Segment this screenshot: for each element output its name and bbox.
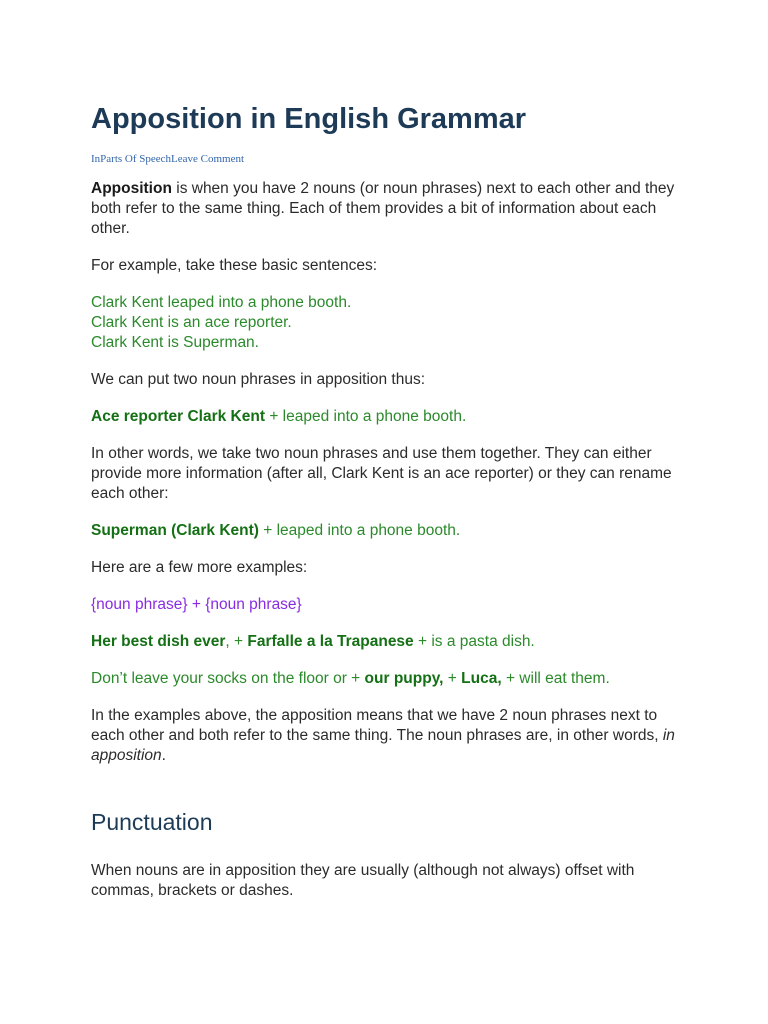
example-4-start: Don’t leave your socks on the floor or + bbox=[91, 670, 365, 687]
example-4-bold-1: our puppy, bbox=[364, 670, 444, 687]
example-3-sep: , + bbox=[225, 633, 248, 650]
example-3-rest: + is a pasta dish. bbox=[413, 633, 535, 650]
example-4-sep: + bbox=[443, 670, 462, 687]
example-lead: For example, take these basic sentences: bbox=[91, 257, 378, 274]
example-3-bold-2: Farfalle a la Trapanese bbox=[247, 633, 414, 650]
more-examples-lead: Here are a few more examples: bbox=[91, 559, 308, 576]
section-heading-punctuation: Punctuation bbox=[91, 809, 213, 835]
explanation-paragraph: In other words, we take two noun phrases and use them together. They can either provide more information (after all, Clark Kent is an ace reporter) or they can rename each other: bbox=[91, 445, 672, 502]
page-title: Apposition in English Grammar bbox=[91, 103, 527, 135]
leave-comment-link[interactable]: Leave Comment bbox=[171, 153, 245, 165]
post-meta bbox=[91, 152, 681, 166]
intro-text: is when you have 2 nouns (or noun phrases) next to each other and they both refer to the same thing. Each of them provides a bit of information about each other. bbox=[91, 180, 675, 237]
example-1-bold: Ace reporter Clark Kent bbox=[91, 408, 266, 425]
apposition-lead: We can put two noun phrases in apposition thus: bbox=[91, 371, 426, 388]
intro-paragraph bbox=[91, 179, 681, 239]
basic-sentence-1: Clark Kent leaped into a phone booth. bbox=[91, 294, 352, 311]
intro-term: Apposition bbox=[91, 180, 172, 197]
meta-prefix: In bbox=[91, 153, 101, 165]
example-3 bbox=[91, 632, 681, 652]
example-4-rest: + will eat them. bbox=[501, 670, 610, 687]
summary-text: In the examples above, the apposition means that we have 2 noun phrases next to each other and both refer to the same thing. The noun phrases are, in other words, bbox=[91, 707, 663, 744]
punctuation-paragraph: When nouns are in apposition they are usually (although not always) offset with commas, brackets or dashes. bbox=[91, 862, 635, 899]
category-link[interactable]: Parts Of Speech bbox=[100, 153, 172, 165]
example-4 bbox=[91, 669, 681, 689]
example-3-bold-1: Her best dish ever bbox=[91, 633, 226, 650]
example-4-bold-2: Luca, bbox=[461, 670, 502, 687]
example-2-bold: Superman (Clark Kent) bbox=[91, 522, 259, 539]
example-1 bbox=[91, 407, 681, 427]
article bbox=[91, 100, 681, 901]
example-2-rest: + leaped into a phone booth. bbox=[258, 522, 461, 539]
basic-sentence-3: Clark Kent is Superman. bbox=[91, 334, 259, 351]
summary-italic: in apposition bbox=[91, 727, 675, 764]
summary-paragraph bbox=[91, 706, 681, 766]
example-2 bbox=[91, 521, 681, 541]
basic-sentence-2: Clark Kent is an ace reporter. bbox=[91, 314, 292, 331]
example-1-rest: + leaped into a phone booth. bbox=[265, 408, 467, 425]
basic-sentences bbox=[91, 293, 681, 353]
summary-end: . bbox=[161, 747, 166, 764]
formula: {noun phrase} + {noun phrase} bbox=[91, 596, 302, 613]
